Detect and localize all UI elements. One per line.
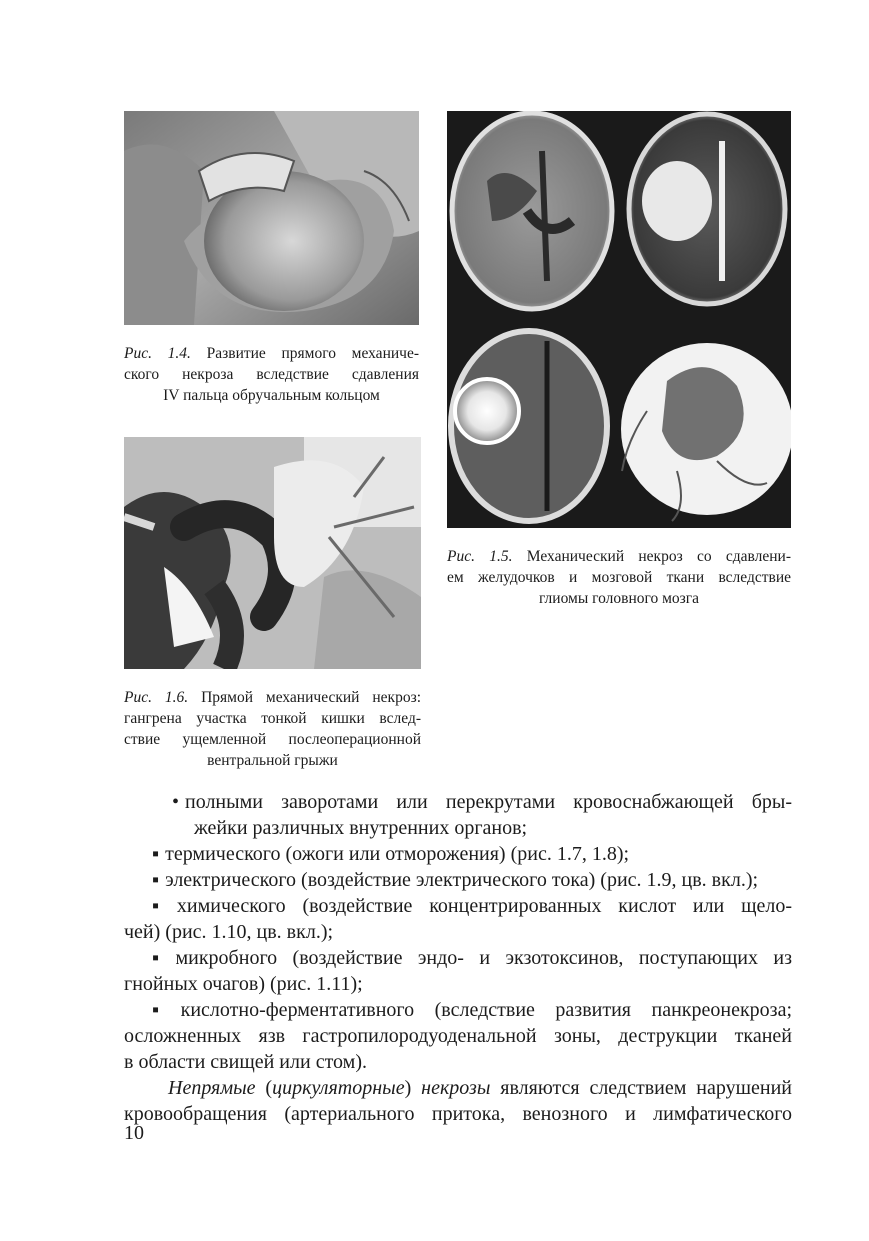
list-item: ▪ электрического (воздействие электрического тока) (рис. 1.9, цв. вкл.); xyxy=(124,867,792,893)
list-item-continuation: гнойных очагов) (рис. 1.11); xyxy=(124,973,363,995)
figure-label: Рис. 1.4. xyxy=(124,345,191,362)
list-item: • полными заворотами или перекрутами кровоснабжающей бры- xyxy=(124,789,792,815)
list-item: ▪ кислотно-ферментативного (вследствие развития панкреонекроза; xyxy=(124,997,792,1023)
list-item-continuation: жейки различных внутренних органов; xyxy=(194,817,528,839)
list-item-continuation: осложненных язв гастропилородуоденальной зоны, деструкции тканей xyxy=(124,1025,792,1047)
paragraph-line: кровообращения (артериального притока, венозного и лимфатического xyxy=(124,1103,792,1125)
list-item: ▪ термического (ожоги или отморожения) (рис. 1.7, 1.8); xyxy=(124,841,792,867)
figure-1-6-caption: Рис. 1.6. Прямой механический некроз: гангрена участка тонкой кишки вслед- ствие ущемленной послеоперационной вентральной грыжи xyxy=(124,689,422,769)
body-text xyxy=(124,789,792,1127)
page-number: 10 xyxy=(124,1122,144,1144)
figure-1-4-caption: Рис. 1.4. Развитие прямого механиче- ского некроза вследствие сдавления IV пальца обручальным кольцом xyxy=(124,345,419,404)
list-item: ▪ химического (воздействие концентрированных кислот или щело- xyxy=(124,893,792,919)
list-item: ▪ микробного (воздействие эндо- и экзотоксинов, поступающих из xyxy=(124,945,792,971)
list-item-continuation: чей) (рис. 1.10, цв. вкл.); xyxy=(124,921,334,943)
figure-1-5-photo xyxy=(447,111,791,528)
figure-1-4-photo xyxy=(124,111,419,325)
figure-1-5-caption: Рис. 1.5. Механический некроз со сдавлени- ем желудочков и мозговой ткани вследствие глиомы головного мозга xyxy=(447,548,791,607)
list-item-continuation: в области свищей или стом). xyxy=(124,1051,367,1073)
paragraph-line: Непрямые (циркуляторные) некрозы являются следствием нарушений xyxy=(168,1077,792,1099)
figure-1-6-photo xyxy=(124,437,421,669)
figure-label: Рис. 1.5. xyxy=(447,548,513,565)
figure-label: Рис. 1.6. xyxy=(124,689,189,706)
